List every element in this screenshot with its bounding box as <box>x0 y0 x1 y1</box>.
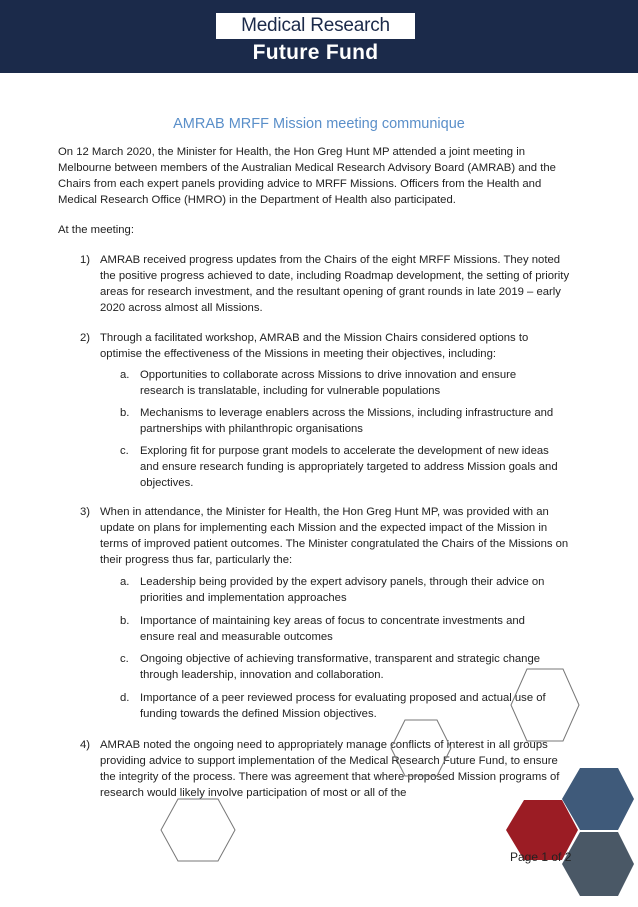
sub-item-letter: b. <box>120 615 130 627</box>
sub-item-text: Leadership being provided by the expert advisory panels, through their advice on priorities and implementation approaches <box>140 576 545 604</box>
item-text: AMRAB noted the ongoing need to appropriately manage conflicts of interest in all groups providing advice to support implementation of the Medical Research Future Fund, to ensure the integrity of the process. There was agreement that where proposed Mission programs of research would likely involve participation of most or all of the <box>100 739 560 799</box>
item-number: 2) <box>80 332 91 344</box>
sub-item-letter: a. <box>120 369 130 381</box>
item-text: Through a facilitated workshop, AMRAB and the Mission Chairs considered options to optimise the effectiveness of the Missions in meeting their objectives, including: <box>100 332 529 360</box>
item-text: AMRAB received progress updates from the Chairs of the eight MRFF Missions. They noted the positive progress achieved to date, including Roadmap development, the setting of priority areas for research investment, and the resultant opening of grant rounds in late 2019 – early 2020 across almost all Missions. <box>100 254 570 314</box>
sub-item-text: Importance of a peer reviewed process for evaluating proposed and actual use of funding towards the defined Mission objectives. <box>140 692 546 720</box>
hexagon-outline-mid <box>391 720 451 776</box>
hexagon-outline-right <box>511 669 579 741</box>
sub-item-letter: c. <box>120 653 129 665</box>
intro-paragraph: On 12 March 2020, the Minister for Health, the Hon Greg Hunt MP attended a joint meeting in Melbourne between members of the Australian Medical Research Advisory Board (AMRAB) and the Chairs from each expert panels providing advice to MRFF Missions. Officers from the Health and Medical Research Office (HMRO) in the Department of Health also participated. <box>58 146 556 206</box>
hexagon-gray <box>562 832 634 896</box>
document-title: AMRAB MRFF Mission meeting communique <box>173 116 465 132</box>
sub-item-text: Mechanisms to leverage enablers across the Missions, including infrastructure and partnerships with philanthropic organisations <box>140 407 554 435</box>
sub-item-letter: b. <box>120 407 130 419</box>
sub-item-text: Opportunities to collaborate across Missions to drive innovation and ensure research is translatable, including for vulnerable populations <box>140 369 517 397</box>
at-meeting-label: At the meeting: <box>58 224 134 236</box>
logo-future-fund: Future Fund <box>252 41 379 64</box>
sub-item-letter: a. <box>120 576 130 588</box>
hexagon-outline-left <box>161 799 235 861</box>
sub-item-text: Ongoing objective of achieving transformative, transparent and strategic change through leadership, innovation and collaboration. <box>140 653 541 681</box>
item-number: 1) <box>80 254 91 266</box>
item-number: 4) <box>80 739 91 751</box>
logo-medical-research: Medical Research <box>216 13 415 39</box>
page-number: Page 1 of 2 <box>510 850 572 864</box>
sub-item-text: Importance of maintaining key areas of focus to concentrate investments and ensure real and measurable outcomes <box>140 615 525 643</box>
sub-item-letter: c. <box>120 445 129 457</box>
sub-item-text: Exploring fit for purpose grant models to accelerate the development of new ideas and ensure research funding is appropriately targeted to address Mission goals and objectives. <box>140 445 558 489</box>
sub-item-letter: d. <box>120 692 130 704</box>
item-text: When in attendance, the Minister for Health, the Hon Greg Hunt MP, was provided with an update on plans for implementing each Mission and the expected impact of the Mission in terms of improved patient outcomes. The Minister congratulated the Chairs of the Missions on their progress thus far, particularly the: <box>100 506 569 566</box>
item-number: 3) <box>80 506 91 518</box>
